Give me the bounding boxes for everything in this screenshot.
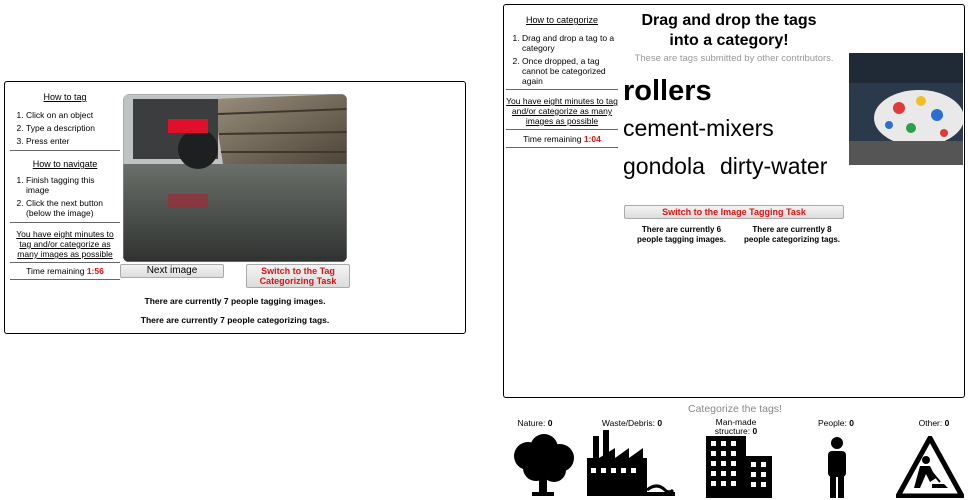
category-other-label: Other: 0 xyxy=(918,418,950,428)
tag-gondola[interactable]: gondola xyxy=(623,153,705,179)
page-heading: Drag and drop the tags into a category! xyxy=(641,12,817,49)
tag-rollers[interactable]: rollers xyxy=(623,75,712,107)
categorizing-image xyxy=(849,53,963,165)
status-categorizing: There are currently 8 people categorizing tags. xyxy=(743,225,840,244)
tag-categorizing-panel xyxy=(503,4,965,398)
tagging-image[interactable] xyxy=(123,94,347,262)
right-sidebar xyxy=(506,15,618,148)
switch-to-tagging-button[interactable]: Switch to the Image Tagging Task xyxy=(624,205,844,219)
how-to-navigate-steps xyxy=(10,175,120,218)
time-remaining: Time remaining 1:56 xyxy=(26,266,104,276)
left-sidebar xyxy=(10,92,120,280)
person-icon[interactable] xyxy=(822,436,852,498)
step: 2. Click the next button (below the image) xyxy=(26,198,120,218)
step: 1. Finish tagging this image xyxy=(26,175,120,195)
tag-dirty-water[interactable]: dirty-water xyxy=(720,153,828,179)
factory-icon[interactable] xyxy=(585,428,675,498)
categories-title: Categorize the tags! xyxy=(688,403,782,415)
page-subheading: These are tags submitted by other contributors. xyxy=(634,53,834,64)
step: 2. Type a description xyxy=(26,123,120,133)
switch-to-categorizing-button[interactable]: Switch to the Tag Categorizing Task xyxy=(246,264,350,288)
buildings-icon[interactable] xyxy=(704,436,774,498)
time-notice: You have eight minutes to tag and/or categorize as many images as possible xyxy=(506,96,618,126)
category-structure-label: Man-made structure: 0 xyxy=(714,417,758,436)
next-image-button[interactable]: Next image xyxy=(120,264,224,278)
timer-value: 1:56 xyxy=(86,266,104,276)
how-to-navigate-title: How to navigate xyxy=(32,159,98,169)
status-tagging: There are currently 6 people tagging images. xyxy=(637,225,726,244)
step: 3. Press enter xyxy=(26,136,120,146)
tree-icon[interactable] xyxy=(508,434,578,498)
status-categorizing: There are currently 7 people categorizing tags. xyxy=(140,315,330,325)
image-tagging-panel xyxy=(4,81,466,334)
how-to-categorize-steps xyxy=(506,33,618,86)
category-nature-label: Nature: 0 xyxy=(517,418,553,428)
status-tagging: There are currently 7 people tagging images. xyxy=(144,296,326,306)
step: 1. Click on an object xyxy=(26,110,120,120)
construction-sign-icon[interactable] xyxy=(896,436,964,498)
how-to-tag-title: How to tag xyxy=(43,92,87,102)
tag-cement-mixers[interactable]: cement-mixers xyxy=(623,115,774,141)
timer-value: 1:04 xyxy=(583,134,601,144)
time-notice: You have eight minutes to tag and/or categorize as many images as possible xyxy=(16,229,114,259)
how-to-tag-steps xyxy=(10,110,120,146)
category-waste-label: Waste/Debris: 0 xyxy=(601,418,663,428)
step: 2. Once dropped, a tag cannot be categorized again xyxy=(522,56,618,86)
step: 1. Drag and drop a tag to a category xyxy=(522,33,618,53)
time-remaining: Time remaining 1:04 xyxy=(523,134,601,144)
how-to-categorize-title: How to categorize xyxy=(525,15,599,25)
category-people-label: People: 0 xyxy=(818,418,854,428)
